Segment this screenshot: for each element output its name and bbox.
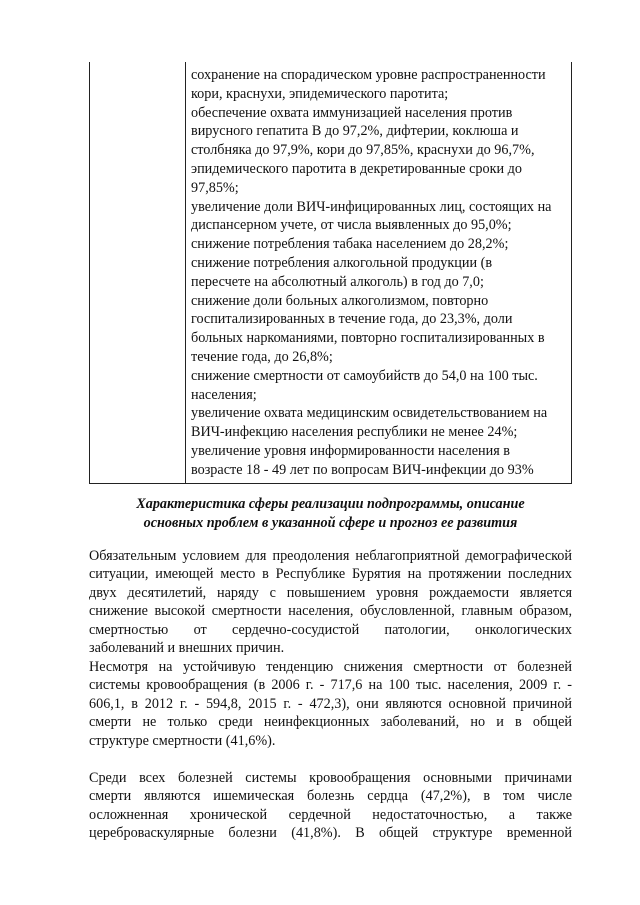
paragraph-line: 606,1, в 2012 г. - 594,8, 2015 г. - 472,3), они являются основной причиной (89, 695, 572, 712)
targets-table-fragment (89, 62, 572, 484)
table-line: эпидемического паротита в декретированные сроки до (191, 160, 522, 177)
heading-line: основных проблем в указанной сфере и прогноз ее развития (143, 514, 518, 531)
paragraph-line: Несмотря на устойчивую тенденцию снижения смертности от болезней (89, 659, 572, 675)
table-line: населения; (191, 386, 257, 403)
table-line: госпитализированных в течение года, до 23,3%, доли (191, 311, 513, 328)
table-line: кори, краснухи, эпидемического паротита; (191, 85, 449, 102)
table-line: вирусного гепатита В до 97,2%, дифтерии, коклюша и (191, 123, 519, 140)
table-line: снижение смертности от самоубийств до 54,0 на 100 тыс. (191, 367, 538, 384)
paragraph-line: смерти не только среди неинфекционных заболеваний, но и в общей (89, 714, 572, 731)
section-heading (89, 495, 572, 532)
table-line: диспансерном учете, от числа выявленных до 95,0%; (191, 217, 512, 234)
table-line: пересчете на абсолютный алкоголь) в год до 7,0; (191, 273, 484, 290)
table-line: снижение доли больных алкоголизмом, повторно (191, 292, 489, 309)
table-column-divider (185, 62, 186, 483)
table-line: ВИЧ-инфекцию населения республики не менее 24%; (191, 424, 518, 441)
table-line: столбняка до 97,9%, кори до 97,85%, краснухи до 96,7%, (191, 142, 535, 159)
paragraph-line: снижение высокой смертности населения, обусловленной, главным образом, (89, 603, 572, 620)
table-line: снижение потребления табака населением до 28,2%; (191, 236, 509, 253)
paragraph-line: смерти являются ишемическая болезнь сердца (47,2%), в том числе (89, 788, 572, 805)
table-line: увеличение уровня информированности населения в (191, 442, 510, 459)
paragraph-causes (89, 769, 572, 843)
paragraph-line: заболеваний и внешних причин. (89, 639, 285, 656)
table-line: сохранение на спорадическом уровне распространенности (191, 67, 546, 83)
paragraph-line: смертностью от сердечно-сосудистой патологии, онкологических (89, 621, 572, 638)
table-line: увеличение доли ВИЧ-инфицированных лиц, состоящих на (191, 198, 552, 215)
table-line: снижение потребления алкогольной продукции (в (191, 254, 493, 271)
paragraph-line: цереброваскулярные болезни (41,8%). В общей структуре временной (89, 825, 572, 842)
table-line: больных наркоманиями, повторно госпитализированных в (191, 330, 545, 347)
paragraph-line: ситуации, имеющей место в Республике Бурятия на протяжении последних (89, 566, 572, 583)
paragraph-line: двух десятилетий, наряду с повышением уровня рождаемости является (89, 584, 572, 601)
table-line: течение года, до 26,8%; (191, 348, 333, 365)
paragraph-mortality-trend (89, 658, 572, 750)
targets-table-cell (191, 66, 569, 480)
paragraph-line: системы кровообращения (в 2006 г. - 717,6 на 100 тыс. населения, 2009 г. - (89, 677, 572, 694)
table-line: обеспечение охвата иммунизацией населения против (191, 104, 513, 121)
paragraph-line: структуре смертности (41,6%). (89, 732, 276, 749)
table-line: возрасте 18 - 49 лет по вопросам ВИЧ-инфекции до 93% (191, 461, 534, 478)
table-line: 97,85%; (191, 179, 239, 196)
paragraph-line: Среди всех болезней системы кровообращения основными причинами (89, 770, 572, 786)
table-line: увеличение охвата медицинским освидетельствованием на (191, 405, 548, 422)
paragraph-line: осложненная хронической сердечной недостаточностью, а также (89, 806, 572, 823)
paragraph-line: Обязательным условием для преодоления неблагоприятной демографической (89, 548, 572, 564)
paragraph-demographics (89, 547, 572, 657)
heading-line: Характеристика сферы реализации подпрограммы, описание (136, 496, 525, 512)
